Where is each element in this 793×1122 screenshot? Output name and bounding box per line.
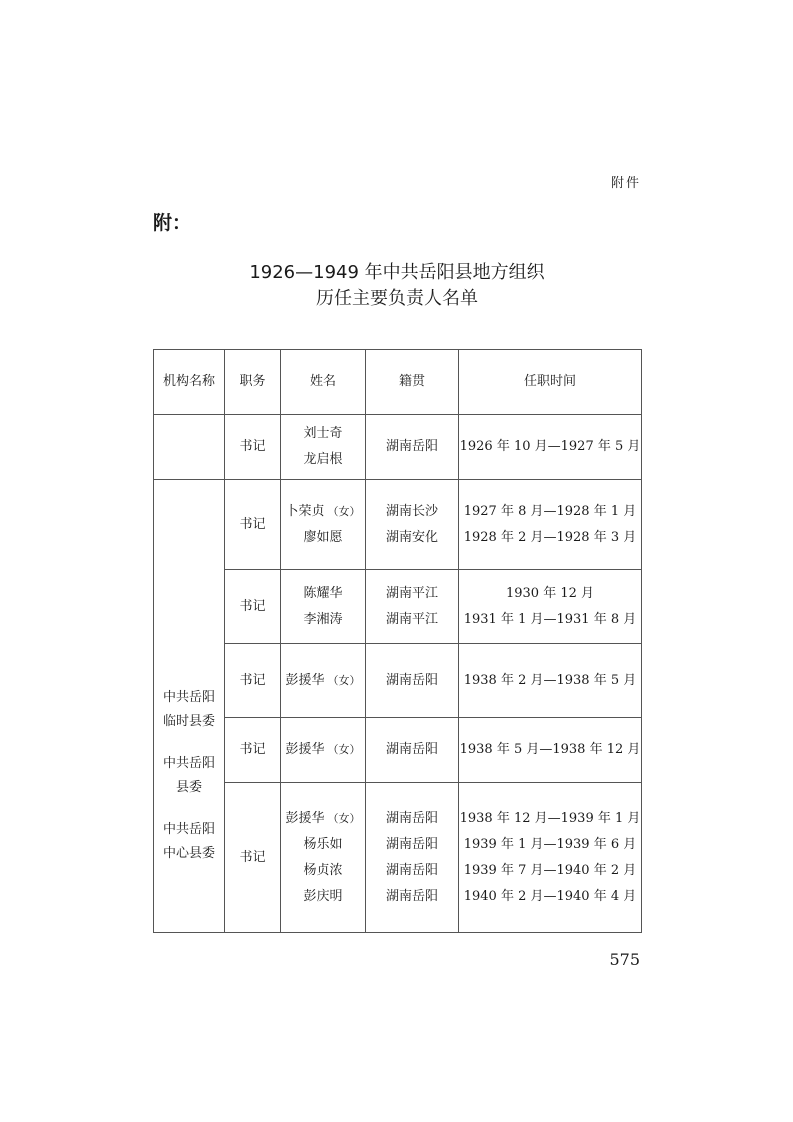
term-cell [459, 415, 642, 480]
org-name [154, 752, 224, 800]
person [281, 581, 365, 607]
term: 1938 年 12 月—1939 年 1 月 [459, 810, 641, 826]
person-name: 杨乐如 [303, 836, 343, 852]
name-cell [281, 570, 366, 644]
position-cell: 书记 [225, 415, 281, 480]
position-cell: 书记 [225, 480, 281, 570]
position-cell: 书记 [225, 718, 281, 783]
document-title-line-1: 1926—1949 年中共岳阳县地方组织 [249, 262, 545, 283]
person-name: 彭援华 [285, 742, 325, 757]
origin: 湖南岳阳 [385, 862, 438, 878]
header-term: 任职时间 [459, 350, 642, 415]
term: 1926 年 10 月—1927 年 5 月 [459, 439, 641, 454]
table-body [154, 415, 642, 933]
origin-cell [366, 415, 459, 480]
origin-cell [366, 644, 459, 718]
position-cell: 书记 [225, 644, 281, 718]
position-cell: 书记 [225, 570, 281, 644]
org-name-line: 中共岳阳 [162, 690, 215, 705]
term: 1938 年 2 月—1938 年 5 月 [463, 672, 637, 688]
term-cell [459, 570, 642, 644]
term: 1931 年 1 月—1931 年 8 月 [463, 611, 637, 627]
term-cell [459, 783, 642, 933]
header-origin: 籍贯 [366, 350, 459, 415]
term-cell [459, 644, 642, 718]
term: 1928 年 2 月—1928 年 3 月 [463, 529, 637, 545]
name-cell [281, 480, 366, 570]
origin: 湖南安化 [385, 529, 438, 545]
person [281, 421, 365, 447]
term: 1938 年 5 月—1938 年 12 月 [459, 742, 641, 757]
person [281, 525, 365, 551]
table-row [154, 570, 642, 644]
origin-cell [366, 783, 459, 933]
person-name: 龙启根 [303, 452, 343, 467]
person-name: 杨贞浓 [303, 862, 343, 878]
person [281, 832, 365, 858]
leaders-table [153, 349, 642, 933]
name-cell [281, 718, 366, 783]
org-name [154, 686, 224, 734]
org-name-line: 县委 [175, 780, 202, 795]
term: 1939 年 7 月—1940 年 2 月 [463, 862, 637, 878]
origin: 湖南岳阳 [385, 742, 438, 757]
origin: 湖南岳阳 [385, 672, 438, 688]
page-number: 575 [609, 950, 640, 969]
table-row [154, 644, 642, 718]
person-name: 李湘涛 [303, 611, 343, 627]
person [281, 737, 365, 763]
table-row [154, 480, 642, 570]
origin: 湖南岳阳 [385, 888, 438, 904]
header-name: 姓名 [281, 350, 366, 415]
term: 1939 年 1 月—1939 年 6 月 [463, 836, 637, 852]
org-cell-blank [154, 415, 225, 480]
person-name: 陈耀华 [303, 585, 343, 601]
origin-cell [366, 718, 459, 783]
name-cell [281, 644, 366, 718]
org-name [154, 818, 224, 866]
org-name-line: 中心县委 [162, 846, 215, 861]
org-name-line: 中共岳阳 [162, 822, 215, 837]
org-group-cell [154, 480, 225, 933]
table-row [154, 718, 642, 783]
origin-cell [366, 480, 459, 570]
header-org: 机构名称 [154, 350, 225, 415]
name-cell [281, 415, 366, 480]
position-cell: 书记 [225, 783, 281, 933]
origin: 湖南平江 [385, 585, 438, 601]
female-remark: （女） [327, 811, 361, 825]
table-row [154, 415, 642, 480]
person-name: 彭庆明 [303, 888, 343, 904]
person-name: 刘士奇 [303, 426, 343, 441]
term: 1930 年 12 月 [505, 585, 595, 601]
origin-cell [366, 570, 459, 644]
person-name: 彭援华 [285, 810, 325, 826]
origin: 湖南岳阳 [385, 836, 438, 852]
header-position: 职务 [225, 350, 281, 415]
origin: 湖南平江 [385, 611, 438, 627]
document-title-line-2: 历任主要负责人名单 [316, 288, 478, 309]
person [281, 447, 365, 473]
org-name-line: 临时县委 [162, 714, 215, 729]
table-header-row [154, 350, 642, 415]
person-name: 彭援华 [285, 672, 325, 688]
person [281, 499, 365, 525]
person [281, 607, 365, 633]
origin: 湖南岳阳 [385, 439, 438, 454]
origin: 湖南长沙 [385, 503, 438, 519]
person-name: 卜荣贞 [285, 503, 325, 519]
running-head: 附件 [610, 176, 641, 191]
person [281, 806, 365, 832]
origin: 湖南岳阳 [385, 810, 438, 826]
name-cell [281, 783, 366, 933]
female-remark: （女） [327, 504, 361, 518]
person [281, 858, 365, 884]
appendix-label: 附： [153, 212, 192, 234]
org-name-line: 中共岳阳 [162, 756, 215, 771]
term-cell [459, 718, 642, 783]
female-remark: （女） [327, 743, 361, 756]
female-remark: （女） [327, 673, 361, 687]
person [281, 884, 365, 910]
term-cell [459, 480, 642, 570]
person-name: 廖如愿 [303, 529, 343, 545]
term: 1927 年 8 月—1928 年 1 月 [463, 503, 637, 519]
person [281, 668, 365, 694]
table-row [154, 783, 642, 933]
term: 1940 年 2 月—1940 年 4 月 [463, 888, 637, 904]
